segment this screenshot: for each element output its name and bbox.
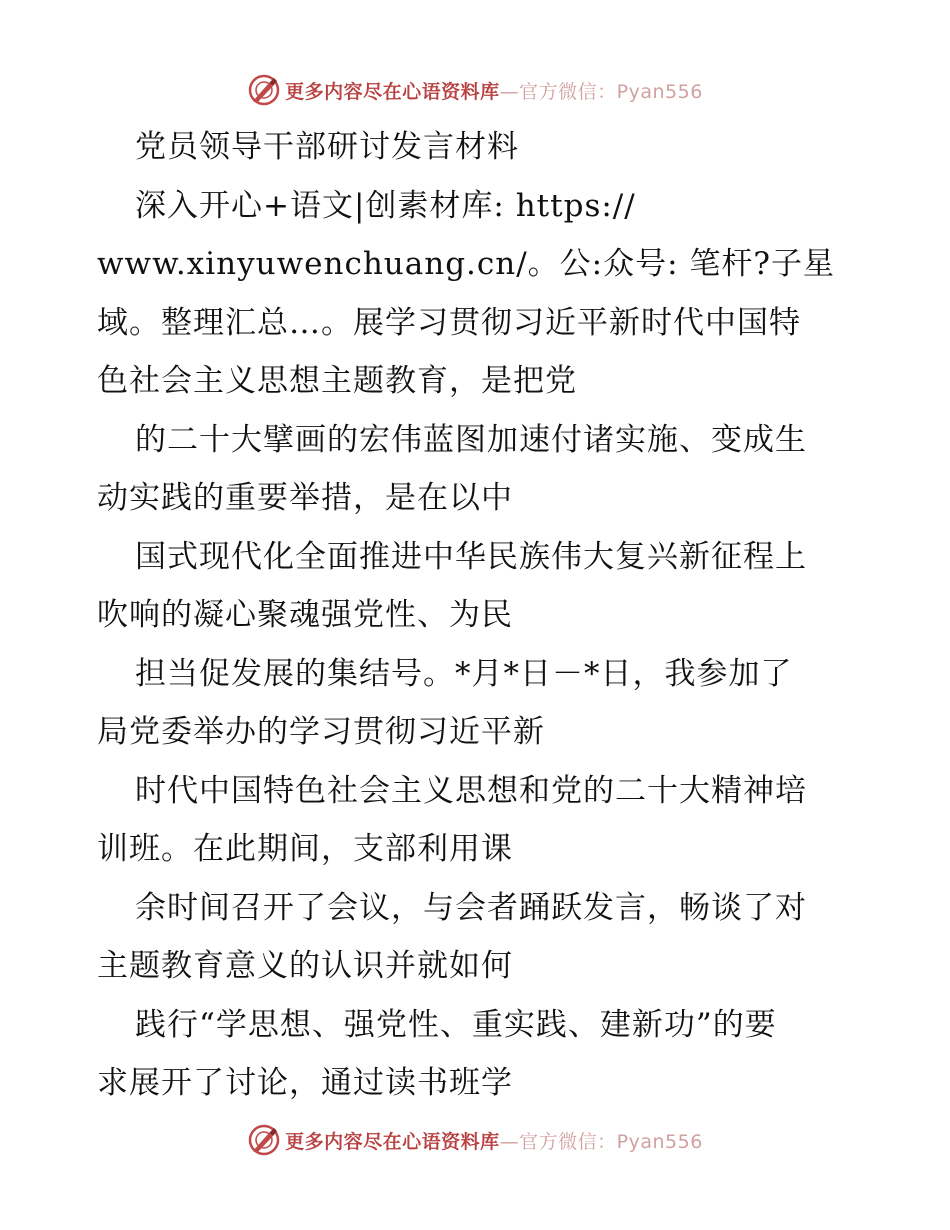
- footer-watermark: [0, 1120, 950, 1160]
- text-line: 余时间召开了会议，与会者踊跃发言，畅谈了对: [135, 889, 807, 926]
- text-line: 局党委举办的学习贯彻习近平新: [97, 714, 545, 750]
- document-body: [97, 118, 857, 1113]
- pen-circle-icon: [247, 73, 281, 107]
- text-line: 的二十大擘画的宏伟蓝图加速付诸实施、变成生: [135, 421, 807, 458]
- text-line: 深入开心+语文|创素材库: https://: [135, 187, 636, 224]
- text-line: 色社会主义思想主题教育，是把党: [97, 363, 577, 399]
- text-line: 域。整理汇总…。展学习贯彻习近平新时代中国特: [97, 304, 801, 341]
- text-line: 国式现代化全面推进中华民族伟大复兴新征程上: [135, 538, 807, 575]
- watermark-contact-text: —官方微信：Pyan556: [499, 80, 703, 103]
- text-line: 时代中国特色社会主义思想和党的二十大精神培: [135, 772, 807, 809]
- watermark-accent-text: 更多内容尽在心语资料库: [285, 80, 500, 103]
- text-line: 践行“学思想、强党性、重实践、建新功”的要: [135, 1006, 777, 1043]
- document-title: 党员领导干部研讨发言材料: [135, 129, 519, 165]
- header-watermark: [0, 70, 950, 110]
- text-line: 动实践的重要举措，是在以中: [97, 480, 513, 516]
- text-line: 主题教育意义的认识并就如何: [97, 948, 513, 984]
- watermark-text: [285, 1127, 703, 1154]
- watermark-text: [285, 77, 703, 104]
- watermark-contact-text: —官方微信：Pyan556: [499, 1130, 703, 1153]
- text-line: 训班。在此期间，支部利用课: [97, 831, 513, 867]
- pen-circle-icon: [247, 1123, 281, 1157]
- text-line: 求展开了讨论，通过读书班学: [97, 1065, 513, 1101]
- text-line: 担当促发展的集结号。*月*日－*日，我参加了: [135, 655, 793, 692]
- text-line: 吹响的凝心聚魂强党性、为民: [97, 597, 513, 633]
- watermark-accent-text: 更多内容尽在心语资料库: [285, 1130, 500, 1153]
- text-line: www.xinyuwenchuang.cn/。公:众号: 笔杆?子星: [97, 246, 836, 282]
